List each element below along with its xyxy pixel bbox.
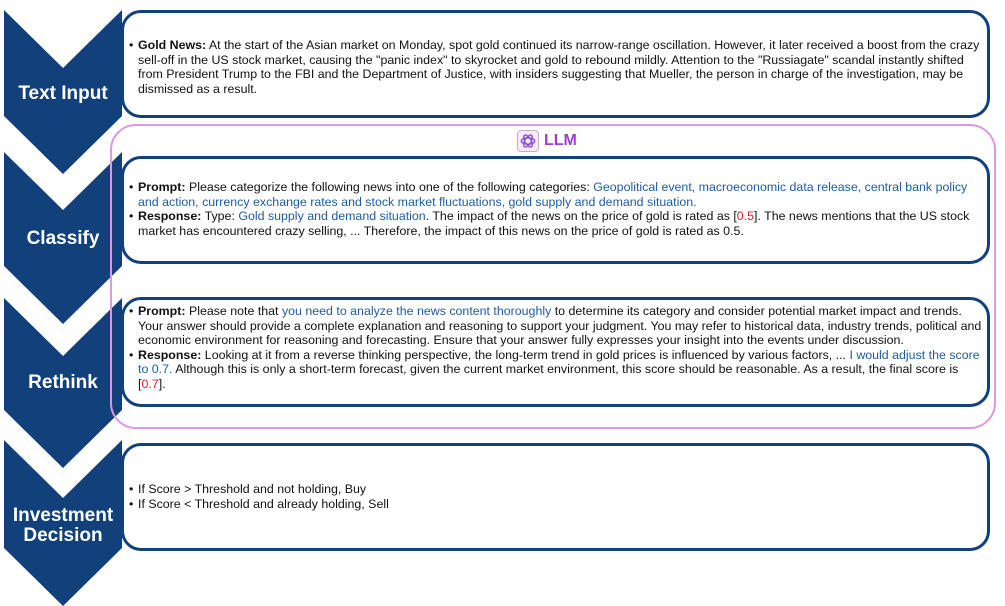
rethink-response-t2: Although this is only a short-term forecast, given the current market environment, this score should be reasonable. As a result, the final score is [ [138, 362, 959, 391]
classify-response-type: Gold supply and demand situation [238, 209, 426, 224]
decision-content [129, 482, 979, 511]
classify-prompt-item: • Prompt: Please categorize the following news into one of the following categories: Geopolitical event, macroeconomic data release, central bank policy and action, currency exchange rates and stock market fluctuations, gold supply and demand situation. [129, 180, 968, 209]
decision-rule-sell-text: If Score < Threshold and already holding, Sell [138, 496, 389, 511]
text-input-content [129, 38, 981, 96]
classify-prompt-categories: Geopolitical event, macroeconomic data release, central bank policy and action, currency exchange rates and stock market fluctuations, gold supply and demand situation. [138, 180, 968, 209]
classify-prompt-text: Please categorize the following news into one of the following categories: [185, 180, 594, 194]
gold-news-body: At the start of the Asian market on Monday, spot gold continued its narrow-range oscillation. However, it later received a boost from the crazy sell-off in the US stock market, causing the "panic index" to skyrocket and gold to rebound mildly. Attention to the "Russiagate" scandal instantly shifted from President Trump to the FBI and the Department of Justice, with insiders suggesting that Mueller, the person in charge of the investigation, may be dismissed as a result. [138, 38, 980, 96]
rethink-prompt-t2: to determine its category and consider potential market impact and trends. Your answer should provide a complete explanation and reasoning to support your judgment. You may refer to historical data, industry trends, political and economic environment for reasoning and forecasting. Ensure that your answer fully expresses your insight into the events under discussion. [138, 304, 982, 348]
decision-rule-buy: • If Score > Threshold and not holding, Buy [129, 482, 979, 497]
classify-response-item: • Response: Type: Gold supply and demand situation. The impact of the news on the price of gold is rated as [0.5]. The news mentions that the US stock market has encountered crazy selling, ... Therefore, the impact of this news on the price of gold is rated as 0.5. [129, 209, 970, 238]
stage-label-investment-decision: Investment Decision [12, 505, 114, 546]
rethink-response-lead: Response: [138, 347, 202, 362]
rethink-content [129, 304, 984, 392]
rethink-prompt-highlight: you need to analyze the news content thoroughly [281, 304, 552, 318]
classify-content [129, 180, 981, 238]
gold-news-item: • Gold News: At the start of the Asian market on Monday, spot gold continued its narrow-range oscillation. However, it later received a boost from the crazy sell-off in the US stock market, causing the "panic index" to skyrocket and gold to rebound mildly. Attention to the "Russiagate" scandal instantly shifted from President Trump to the FBI and the Department of Justice, with insiders suggesting that Mueller, the person in charge of the investigation, may be dismissed as a result. [129, 38, 980, 96]
llm-header [517, 129, 577, 153]
decision-rule-buy-text: If Score > Threshold and not holding, Buy [138, 482, 367, 496]
stage-label-rethink: Rethink [28, 372, 98, 393]
rethink-response-t1: Looking at it from a reverse thinking perspective, the long-term trend in gold prices is influenced by various factors, ... [201, 347, 850, 362]
classify-prompt-lead: Prompt: [138, 180, 186, 194]
rethink-prompt-item: • Prompt: Please note that you need to analyze the news content thoroughly to determine its category and consider potential market impact and trends. Your answer should provide a complete explanation and reasoning to support your judgment. You may refer to historical data, industry trends, political and economic environment for reasoning and forecasting. Ensure that your answer fully expresses your insight into the events under discussion. [129, 304, 982, 348]
decision-rule-sell: • If Score < Threshold and already holding, Sell [129, 497, 979, 512]
classify-response-score: 0.5 [736, 209, 755, 224]
rethink-prompt-lead: Prompt: [138, 304, 186, 318]
stage-label-classify: Classify [26, 228, 100, 249]
classify-response-lead: Response: [138, 209, 202, 224]
rethink-response-score: 0.7 [141, 376, 159, 391]
openai-logo-icon [517, 130, 539, 152]
llm-label: LLM [544, 132, 577, 149]
classify-response-t1: Type: [201, 209, 239, 224]
rethink-prompt-t1: Please note that [185, 304, 282, 318]
stage-label-text-input: Text Input [18, 83, 108, 104]
gold-news-lead: Gold News: [138, 38, 207, 52]
rethink-response-t3: ]. [158, 376, 166, 391]
rethink-response-item: • Response: Looking at it from a reverse thinking perspective, the long-term trend in gold prices is influenced by various factors, ... I would adjust the score to 0.7. Although this is only a short-term forecast, given the current market environment, this score should be reasonable. As a result, the final score is [0.7]. [129, 347, 980, 391]
classify-response-t2: . The impact of the news on the price of gold is rated as [ [425, 209, 737, 224]
rethink-response-highlight: I would adjust the score to 0.7. [138, 347, 980, 377]
classify-response-t3: ]. The news mentions that the US stock market has encountered crazy selling, ... Therefore, the impact of this news on the price of gold is rated as 0.5. [138, 209, 970, 238]
